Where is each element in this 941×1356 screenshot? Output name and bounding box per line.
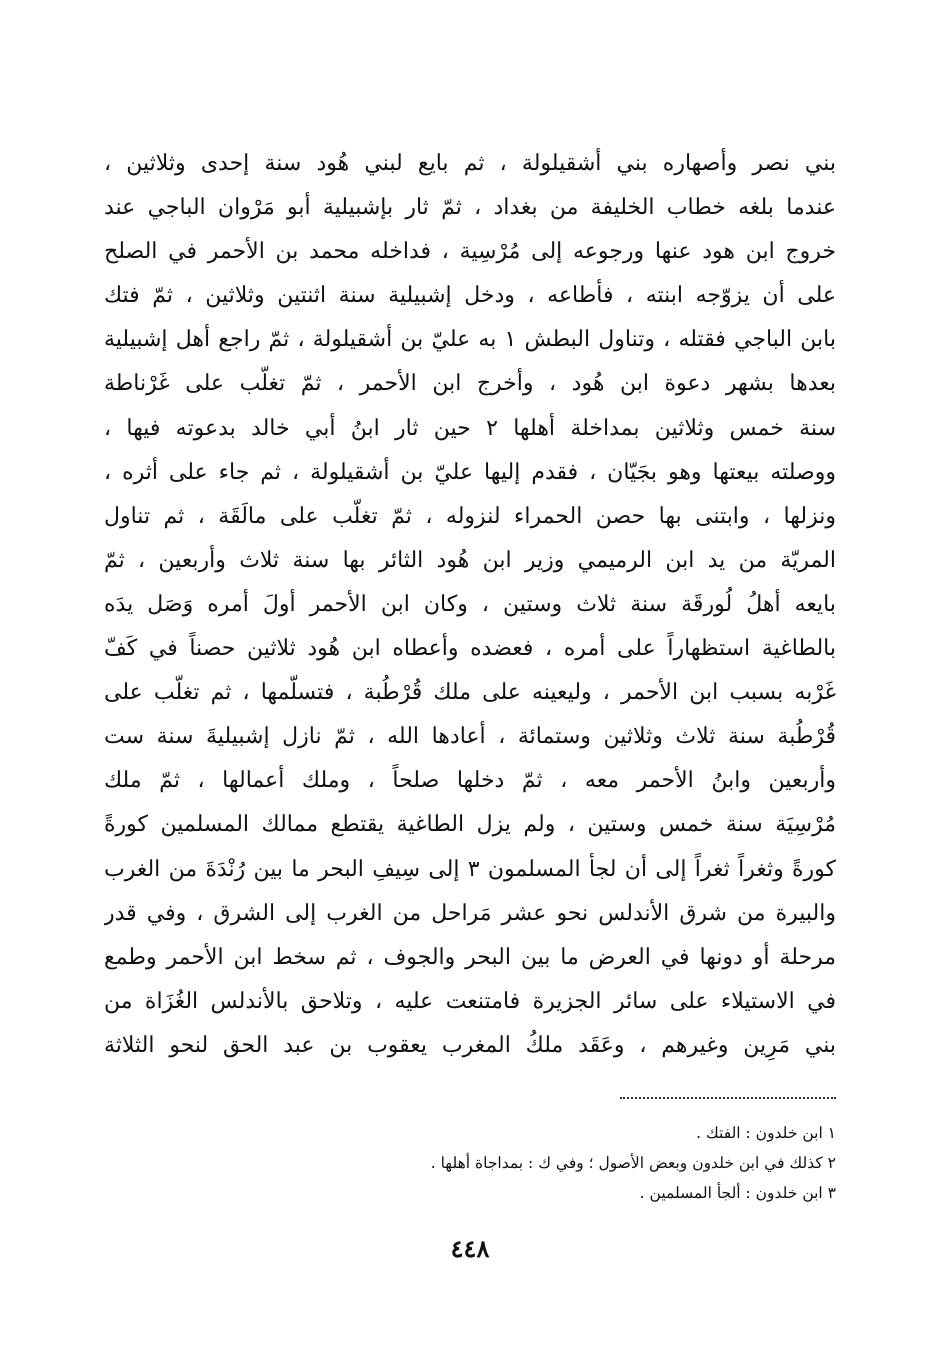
text-line: قُرْطُبة سنة ثلاث وثلاثين وستمائة ، أعادها الله ، ثمّ نازل إشبيليةَ سنة ست	[104, 724, 836, 750]
text-line: بابن الباجي فقتله ، وتناول البطش ١ به عليّ بن أشقيلولة ، ثمّ راجع أهل إشبيلية	[104, 327, 836, 353]
footnotes	[104, 1118, 836, 1208]
text-line: في الاستيلاء على سائر الجزيرة فامتنعت عليه ، وتلاحق بالأندلس الغُزَاة من	[104, 988, 836, 1014]
text-line: بعدها بشهر دعوة ابن هُود ، وأخرج ابن الأحمر ، ثمّ تغلّب على غَرْناطة	[104, 371, 836, 397]
footnote: ٣ ابن خلدون : ألجأ المسلمين .	[639, 1184, 836, 1202]
text-line: والبيرة من شرق الأندلس نحو عشر مَراحل من الغرب إلى الشرق ، وفي قدر	[104, 900, 836, 926]
page-number: ٤٤٨	[450, 1234, 490, 1263]
footnote: ٢ كذلك في ابن خلدون وبعض الأصول ؛ وفي ك : بمداجاة أهلها .	[430, 1154, 836, 1172]
footnote-separator	[620, 1097, 836, 1099]
text-line: مُرْسِيَة سنة خمس وستين ، ولم يزل الطاغية يقتطع ممالك المسلمين كورةً	[104, 812, 836, 838]
text-line: بني مَرِين وغيرهم ، وعَقَد ملكُ المغرب يعقوب بن عبد الحق لنحو الثلاثة	[104, 1032, 836, 1058]
text-line: بني نصر وأصهاره بني أشقيلولة ، ثم بايع لبني هُود سنة إحدى وثلاثين ،	[104, 151, 836, 176]
text-line: وأربعين وابنُ الأحمر معه ، ثمّ دخلها صلحاً ، وملك أعمالها ، ثمّ ملك	[104, 768, 836, 794]
text-line: ونزلها ، وابتنى بها حصن الحمراء لنزوله ، ثمّ تغلّب على مالَقَة ، ثم تناول	[104, 503, 836, 529]
text-line: غَرْبه بسبب ابن الأحمر ، وليعينه على ملك قُرْطُبة ، فتسلّمها ، ثم تغلّب على	[104, 680, 836, 706]
main-text	[104, 142, 836, 1068]
text-line: سنة خمس وثلاثين بمداخلة أهلها ٢ حين ثار ابنُ أبي خالد بدعوته فيها ،	[104, 415, 836, 441]
text-line: كورةً وثغراً ثغراً إلى أن لجأ المسلمون ٣ إلى سِيفِ البحر ما بين رُنْدَةَ من الغرب	[104, 856, 836, 882]
text-line: ووصلته بيعتها وهو بجَيّان ، فقدم إليها عليّ بن أشقيلولة ، ثم جاء على أثره ،	[104, 459, 836, 485]
text-line: بايعه أهلُ لُورقَة سنة ثلاث وستين ، وكان ابن الأحمر أولَ أمره وَصَل يدَه	[104, 591, 836, 617]
text-line: مرحلة أو دونها في العرض ما بين البحر والجوف ، ثم سخط ابن الأحمر وطمع	[104, 944, 836, 970]
text-line: خروج ابن هود عنها ورجوعه إلى مُرْسِية ، فداخله محمد بن الأحمر في الصلح	[104, 239, 836, 265]
text-line: على أن يزوّجه ابنته ، فأطاعه ، ودخل إشبيلية سنة اثنتين وثلاثين ، ثمّ فتك	[104, 283, 836, 309]
text-line: المريّة من يد ابن الرميمي وزير ابن هُود الثائر بها سنة ثلاث وأربعين ، ثمّ	[104, 547, 836, 573]
text-line: عندما بلغه خطاب الخليفة من بغداد ، ثمّ ثار بإشبيلية أبو مَرْوان الباجي عند	[104, 195, 836, 221]
footnote: ١ ابن خلدون : الفتك .	[696, 1124, 836, 1142]
text-line: بالطاغية استظهاراً على أمره ، فعضده وأعطاه ابن هُود ثلاثين حصناً في كَفّ	[104, 636, 836, 662]
